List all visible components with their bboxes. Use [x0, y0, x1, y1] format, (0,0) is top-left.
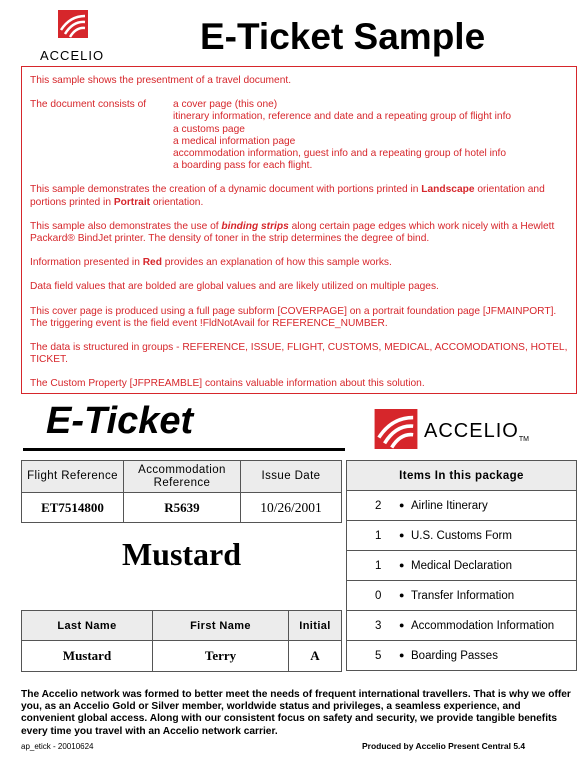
- info-bold-values: Data field values that are bolded are global values and are likely utilized on multiple pages.: [30, 281, 439, 293]
- info-red: [30, 257, 568, 269]
- accommodation-reference-value: R5639: [124, 493, 241, 523]
- list-item: itinerary information, reference and date and a repeating group of flight info: [173, 111, 512, 123]
- passenger-name-display: Mustard: [121, 536, 242, 572]
- list-item: a customs page: [173, 123, 245, 135]
- text-run-bold-italic: binding strips: [221, 220, 289, 232]
- item-quantity: 1: [375, 529, 382, 542]
- item-label: U.S. Customs Form: [411, 529, 512, 542]
- issue-date-value: 10/26/2001: [241, 493, 342, 523]
- accelio-logo-large: [374, 407, 544, 453]
- info-groups: The data is structured in groups - REFERENCE, ISSUE, FLIGHT, CUSTOMS, MEDICAL, ACCOMODATIONS, HOTEL, TICKET.: [30, 342, 568, 366]
- trademark-mark: TM: [518, 436, 529, 443]
- table-row: [347, 521, 577, 551]
- info-contents-label: The document consists of: [30, 99, 147, 111]
- item-quantity: 5: [375, 649, 382, 662]
- bullet-icon: ●: [399, 499, 405, 510]
- eticket-heading: E-Ticket: [46, 400, 194, 442]
- text-run: orientation.: [150, 196, 204, 208]
- heading-rule: [23, 448, 345, 451]
- info-contents-list: [173, 99, 511, 172]
- info-intro: This sample shows the presentment of a travel document.: [30, 75, 292, 86]
- table-row: [347, 611, 577, 641]
- item-label: Boarding Passes: [411, 649, 498, 662]
- page-title: E-Ticket Sample: [200, 16, 486, 57]
- flight-reference-value: ET7514800: [22, 493, 124, 523]
- item-label: Accommodation Information: [411, 619, 555, 632]
- info-orientation: [30, 184, 568, 208]
- accelio-swoosh-icon: [58, 10, 88, 38]
- text-run: Information presented in: [30, 257, 143, 269]
- last-name-header: Last Name: [22, 611, 153, 641]
- package-items-header: Items In this package: [347, 461, 577, 491]
- issue-date-header: Issue Date: [241, 461, 342, 493]
- info-subform: This cover page is produced using a full page subform [COVERPAGE] on a portrait foundation page [JFMAINPORT]. The triggering event is the field event !FldNotAvail for REFERENCE_NUMBER.: [30, 305, 557, 329]
- package-items-table: [346, 460, 577, 671]
- flight-reference-header: Flight Reference: [22, 461, 124, 493]
- bullet-icon: ●: [399, 649, 405, 660]
- text-run: This sample also demonstrates the use of: [30, 220, 222, 232]
- item-quantity: 2: [375, 499, 382, 512]
- bullet-icon: ●: [399, 529, 405, 540]
- text-run-bold: Portrait: [113, 196, 151, 208]
- bullet-icon: ●: [399, 619, 405, 630]
- wordmark-text: ACCELIO: [424, 420, 519, 442]
- text-run: orientation and portions printed in: [30, 184, 545, 208]
- accelio-wordmark: [424, 420, 529, 443]
- item-quantity: 0: [375, 589, 382, 602]
- item-quantity: 1: [375, 559, 382, 572]
- table-row: [347, 551, 577, 581]
- network-description: The Accelio network was formed to better meet the needs of frequent international travellers. That is why we offer you, as an Accelio Gold or Silver member, worldwide status and privileges, a seamless experience, and convenient global access. Along with our consistent focus on safety and security, we provide tangible benefits every time you travel with an Accelio network carrier.: [21, 689, 571, 737]
- item-label: Transfer Information: [411, 589, 515, 602]
- initial-value: A: [289, 641, 342, 672]
- accommodation-reference-header: Accommodation Reference: [124, 461, 241, 493]
- initial-header: Initial: [289, 611, 342, 641]
- bullet-icon: ●: [399, 559, 405, 570]
- table-row: [347, 491, 577, 521]
- list-item: a medical information page: [173, 135, 296, 147]
- table-row: [347, 581, 577, 611]
- table-row: [347, 641, 577, 671]
- explanation-box: [21, 66, 577, 394]
- last-name-value: Mustard: [22, 641, 153, 672]
- text-run: This sample demonstrates the creation of a dynamic document with portions printed in: [30, 184, 422, 196]
- list-item: a boarding pass for each flight.: [173, 160, 313, 172]
- text-run: provides an explanation of how this sample works.: [161, 257, 392, 269]
- item-label: Medical Declaration: [411, 559, 512, 572]
- first-name-value: Terry: [153, 641, 289, 672]
- accelio-wordmark: ACCELIO: [40, 48, 105, 63]
- info-custom-property: The Custom Property [JFPREAMBLE] contains valuable information about this solution.: [30, 378, 425, 390]
- text-run: along certain page edges which work nicely with a Hewlett Packard® BindJet printer. The density of toner in the strip determines the degree of bind.: [30, 220, 555, 245]
- info-contents: [30, 99, 568, 172]
- info-binding: [30, 221, 568, 245]
- list-item: a cover page (this one): [173, 99, 278, 111]
- item-quantity: 3: [375, 619, 382, 632]
- passenger-name-table: [21, 610, 342, 672]
- first-name-header: First Name: [153, 611, 289, 641]
- accelio-logo-small: [30, 10, 120, 64]
- text-run-bold: Landscape: [421, 184, 475, 196]
- list-item: accommodation information, guest info and a repeating group of hotel info: [173, 148, 507, 160]
- bullet-icon: ●: [399, 589, 405, 600]
- form-identifier: ap_etick - 20010624: [21, 742, 94, 751]
- reference-table: [21, 460, 342, 523]
- text-run-bold: Red: [142, 257, 162, 269]
- item-label: Airline Itinerary: [411, 499, 488, 512]
- accelio-swoosh-icon: [374, 409, 418, 449]
- produced-by-note: Produced by Accelio Present Central 5.4: [362, 741, 526, 751]
